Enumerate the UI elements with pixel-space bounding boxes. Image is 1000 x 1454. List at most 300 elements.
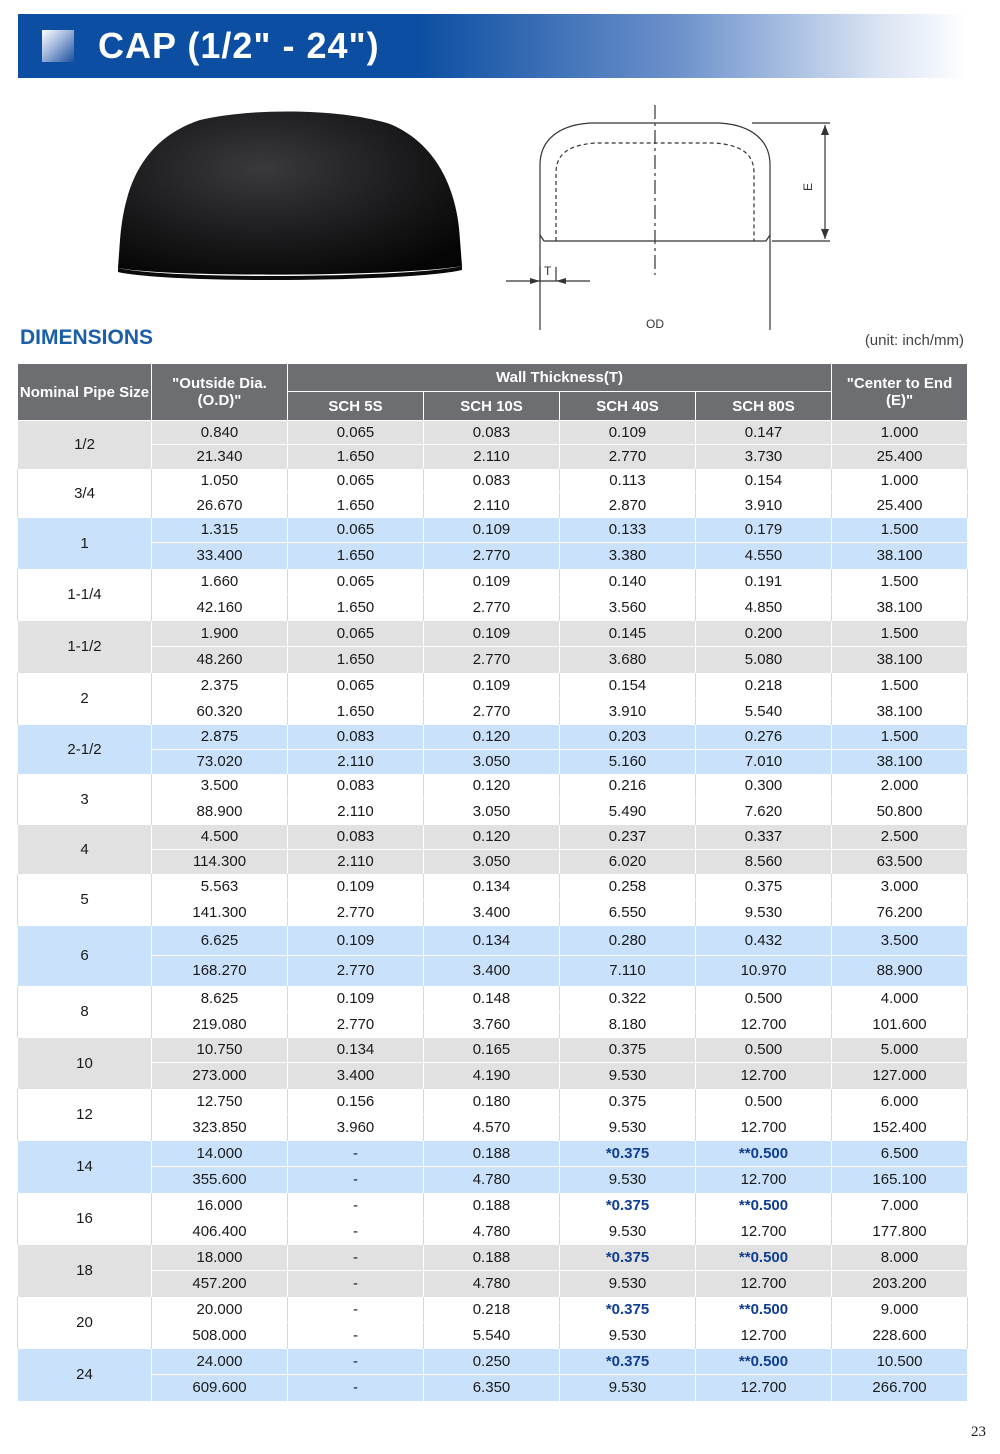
table-row bbox=[18, 518, 968, 543]
nominal-size-cell: 24 bbox=[18, 1349, 152, 1401]
table-cell: *0.375 bbox=[560, 1297, 696, 1323]
table-cell: 0.375 bbox=[696, 874, 832, 900]
table-cell: 0.179 bbox=[696, 518, 832, 543]
table-cell: 0.083 bbox=[288, 825, 424, 850]
table-cell: 10.970 bbox=[696, 956, 832, 986]
table-cell: 38.100 bbox=[832, 543, 968, 569]
table-cell: 152.400 bbox=[832, 1115, 968, 1141]
table-cell: 1.650 bbox=[288, 445, 424, 469]
e-dimension-label: E bbox=[801, 182, 815, 192]
od-dimension-label: OD bbox=[646, 317, 664, 331]
table-cell: **0.500 bbox=[696, 1245, 832, 1271]
table-cell: 4.550 bbox=[696, 543, 832, 569]
table-cell: 9.530 bbox=[560, 1063, 696, 1089]
table-cell: 12.700 bbox=[696, 1012, 832, 1038]
table-cell: 33.400 bbox=[152, 543, 288, 569]
table-row bbox=[18, 1349, 968, 1375]
table-cell: *0.375 bbox=[560, 1245, 696, 1271]
table-row bbox=[18, 725, 968, 750]
table-cell: 8.625 bbox=[152, 986, 288, 1012]
table-cell: 0.109 bbox=[288, 926, 424, 956]
table-cell: 228.600 bbox=[832, 1323, 968, 1349]
table-cell: **0.500 bbox=[696, 1193, 832, 1219]
table-cell: 609.600 bbox=[152, 1375, 288, 1401]
table-cell: 6.000 bbox=[832, 1089, 968, 1115]
nominal-size-cell: 5 bbox=[18, 874, 152, 926]
table-cell: 2.110 bbox=[424, 493, 560, 518]
table-cell: 0.203 bbox=[560, 725, 696, 750]
table-cell: 10.500 bbox=[832, 1349, 968, 1375]
table-cell: 63.500 bbox=[832, 850, 968, 874]
table-cell: 2.110 bbox=[288, 750, 424, 774]
table-cell: 12.700 bbox=[696, 1375, 832, 1401]
table-cell: 20.000 bbox=[152, 1297, 288, 1323]
table-row bbox=[18, 1089, 968, 1115]
table-row bbox=[18, 874, 968, 900]
nominal-size-cell: 4 bbox=[18, 825, 152, 874]
table-cell: 3.050 bbox=[424, 750, 560, 774]
cap-product-photo bbox=[110, 100, 470, 290]
header-sch-80s: SCH 80S bbox=[696, 392, 832, 421]
nominal-size-cell: 6 bbox=[18, 926, 152, 986]
table-cell: 9.530 bbox=[696, 900, 832, 926]
table-cell: 0.109 bbox=[288, 986, 424, 1012]
section-title: DIMENSIONS bbox=[20, 326, 154, 349]
table-row bbox=[18, 986, 968, 1012]
table-cell: 0.133 bbox=[560, 518, 696, 543]
table-cell: 114.300 bbox=[152, 850, 288, 874]
table-cell: 12.700 bbox=[696, 1219, 832, 1245]
table-cell: 1.000 bbox=[832, 421, 968, 445]
table-row bbox=[18, 595, 968, 621]
table-cell: 0.840 bbox=[152, 421, 288, 445]
table-row bbox=[18, 850, 968, 874]
table-cell: 2.110 bbox=[288, 850, 424, 874]
table-cell: 0.065 bbox=[288, 569, 424, 595]
table-row bbox=[18, 1323, 968, 1349]
table-row bbox=[18, 699, 968, 725]
table-cell: 0.156 bbox=[288, 1089, 424, 1115]
table-cell: *0.375 bbox=[560, 1193, 696, 1219]
table-cell: 76.200 bbox=[832, 900, 968, 926]
table-cell: 0.109 bbox=[288, 874, 424, 900]
table-cell: 1.000 bbox=[832, 469, 968, 493]
nominal-size-cell: 1-1/2 bbox=[18, 621, 152, 673]
banner-square-icon bbox=[42, 30, 74, 62]
table-cell: 0.188 bbox=[424, 1245, 560, 1271]
table-cell: 2.110 bbox=[424, 445, 560, 469]
table-cell: *0.375 bbox=[560, 1141, 696, 1167]
table-cell: 3.380 bbox=[560, 543, 696, 569]
table-cell: 0.147 bbox=[696, 421, 832, 445]
t-dimension-label: T bbox=[544, 264, 552, 278]
table-cell: 0.500 bbox=[696, 1038, 832, 1063]
table-cell: 2.870 bbox=[560, 493, 696, 518]
table-cell: 88.900 bbox=[832, 956, 968, 986]
table-cell: - bbox=[288, 1193, 424, 1219]
header-sch-5s: SCH 5S bbox=[288, 392, 424, 421]
table-cell: 0.200 bbox=[696, 621, 832, 647]
table-cell: 4.780 bbox=[424, 1271, 560, 1297]
table-cell: 2.770 bbox=[424, 699, 560, 725]
table-row bbox=[18, 1141, 968, 1167]
table-cell: 0.300 bbox=[696, 774, 832, 799]
nominal-size-cell: 3/4 bbox=[18, 469, 152, 518]
table-cell: 1.050 bbox=[152, 469, 288, 493]
table-cell: 8.000 bbox=[832, 1245, 968, 1271]
table-row bbox=[18, 1115, 968, 1141]
table-cell: 7.620 bbox=[696, 799, 832, 825]
table-cell: 0.120 bbox=[424, 825, 560, 850]
table-cell: 0.276 bbox=[696, 725, 832, 750]
table-row bbox=[18, 445, 968, 469]
table-cell: 2.770 bbox=[424, 647, 560, 673]
table-cell: 5.563 bbox=[152, 874, 288, 900]
table-cell: 0.065 bbox=[288, 518, 424, 543]
table-cell: - bbox=[288, 1271, 424, 1297]
table-cell: 0.120 bbox=[424, 725, 560, 750]
header-center-to-end: "Center to End (E)" bbox=[832, 364, 968, 421]
table-cell: 1.315 bbox=[152, 518, 288, 543]
table-cell: 18.000 bbox=[152, 1245, 288, 1271]
table-cell: 1.650 bbox=[288, 493, 424, 518]
table-row bbox=[18, 1063, 968, 1089]
table-cell: 0.218 bbox=[424, 1297, 560, 1323]
table-cell: 5.540 bbox=[424, 1323, 560, 1349]
table-cell: 0.065 bbox=[288, 469, 424, 493]
table-cell: - bbox=[288, 1219, 424, 1245]
table-cell: 0.065 bbox=[288, 421, 424, 445]
table-cell: 12.700 bbox=[696, 1115, 832, 1141]
table-cell: 73.020 bbox=[152, 750, 288, 774]
nominal-size-cell: 10 bbox=[18, 1038, 152, 1089]
table-row bbox=[18, 673, 968, 699]
table-cell: 177.800 bbox=[832, 1219, 968, 1245]
table-cell: 60.320 bbox=[152, 699, 288, 725]
cap-technical-drawing bbox=[500, 95, 840, 340]
table-cell: 0.188 bbox=[424, 1141, 560, 1167]
table-cell: 0.083 bbox=[424, 469, 560, 493]
table-cell: 12.700 bbox=[696, 1063, 832, 1089]
table-cell: 0.145 bbox=[560, 621, 696, 647]
table-cell: - bbox=[288, 1245, 424, 1271]
table-cell: - bbox=[288, 1297, 424, 1323]
table-cell: 8.560 bbox=[696, 850, 832, 874]
table-row bbox=[18, 900, 968, 926]
table-cell: 0.065 bbox=[288, 621, 424, 647]
header-sch-40s: SCH 40S bbox=[560, 392, 696, 421]
table-cell: 16.000 bbox=[152, 1193, 288, 1219]
table-row bbox=[18, 469, 968, 493]
table-cell: 0.113 bbox=[560, 469, 696, 493]
table-cell: 1.650 bbox=[288, 595, 424, 621]
table-cell: - bbox=[288, 1375, 424, 1401]
nominal-size-cell: 14 bbox=[18, 1141, 152, 1193]
table-cell: 9.530 bbox=[560, 1323, 696, 1349]
page-title: CAP (1/2" - 24") bbox=[98, 25, 380, 66]
table-cell: 0.154 bbox=[696, 469, 832, 493]
table-cell: 3.400 bbox=[424, 900, 560, 926]
table-cell: 0.134 bbox=[424, 874, 560, 900]
table-row bbox=[18, 569, 968, 595]
table-cell: 508.000 bbox=[152, 1323, 288, 1349]
table-cell: 2.110 bbox=[288, 799, 424, 825]
nominal-size-cell: 8 bbox=[18, 986, 152, 1038]
table-cell: 5.490 bbox=[560, 799, 696, 825]
table-cell: 168.270 bbox=[152, 956, 288, 986]
table-cell: 127.000 bbox=[832, 1063, 968, 1089]
table-cell: 0.250 bbox=[424, 1349, 560, 1375]
table-cell: 0.148 bbox=[424, 986, 560, 1012]
table-cell: 4.570 bbox=[424, 1115, 560, 1141]
table-cell: 38.100 bbox=[832, 595, 968, 621]
table-cell: 406.400 bbox=[152, 1219, 288, 1245]
table-cell: 48.260 bbox=[152, 647, 288, 673]
table-row bbox=[18, 1038, 968, 1063]
table-cell: 9.530 bbox=[560, 1375, 696, 1401]
table-cell: 2.770 bbox=[288, 956, 424, 986]
table-cell: 0.065 bbox=[288, 673, 424, 699]
table-cell: 88.900 bbox=[152, 799, 288, 825]
table-cell: 4.780 bbox=[424, 1219, 560, 1245]
table-row bbox=[18, 421, 968, 445]
nominal-size-cell: 3 bbox=[18, 774, 152, 825]
table-cell: 5.080 bbox=[696, 647, 832, 673]
table-cell: 3.000 bbox=[832, 874, 968, 900]
table-cell: 6.550 bbox=[560, 900, 696, 926]
table-cell: 4.190 bbox=[424, 1063, 560, 1089]
table-cell: 266.700 bbox=[832, 1375, 968, 1401]
table-cell: 0.154 bbox=[560, 673, 696, 699]
table-cell: 25.400 bbox=[832, 445, 968, 469]
table-cell: 3.050 bbox=[424, 850, 560, 874]
table-cell: 0.109 bbox=[424, 621, 560, 647]
table-cell: 2.770 bbox=[424, 543, 560, 569]
table-cell: - bbox=[288, 1167, 424, 1193]
nominal-size-cell: 2-1/2 bbox=[18, 725, 152, 774]
table-cell: 273.000 bbox=[152, 1063, 288, 1089]
table-cell: 1.660 bbox=[152, 569, 288, 595]
table-row bbox=[18, 1012, 968, 1038]
table-cell: 3.560 bbox=[560, 595, 696, 621]
table-cell: 3.910 bbox=[696, 493, 832, 518]
table-cell: 3.400 bbox=[424, 956, 560, 986]
table-cell: 1.500 bbox=[832, 569, 968, 595]
table-cell: 1.650 bbox=[288, 647, 424, 673]
table-cell: 14.000 bbox=[152, 1141, 288, 1167]
table-cell: 165.100 bbox=[832, 1167, 968, 1193]
table-cell: 0.109 bbox=[424, 673, 560, 699]
table-cell: 457.200 bbox=[152, 1271, 288, 1297]
table-cell: 0.191 bbox=[696, 569, 832, 595]
table-cell: 0.237 bbox=[560, 825, 696, 850]
table-row bbox=[18, 750, 968, 774]
table-cell: **0.500 bbox=[696, 1297, 832, 1323]
table-cell: 0.083 bbox=[288, 774, 424, 799]
table-cell: 26.670 bbox=[152, 493, 288, 518]
table-cell: 219.080 bbox=[152, 1012, 288, 1038]
table-cell: 3.760 bbox=[424, 1012, 560, 1038]
header-wall-thickness: Wall Thickness(T) bbox=[288, 364, 832, 392]
table-cell: 0.134 bbox=[424, 926, 560, 956]
table-cell: 1.500 bbox=[832, 725, 968, 750]
table-cell: 3.400 bbox=[288, 1063, 424, 1089]
header-nominal: Nominal Pipe Size bbox=[18, 364, 152, 421]
table-row bbox=[18, 1219, 968, 1245]
table-cell: 12.700 bbox=[696, 1323, 832, 1349]
table-cell: 8.180 bbox=[560, 1012, 696, 1038]
table-cell: 12.700 bbox=[696, 1167, 832, 1193]
table-row bbox=[18, 1375, 968, 1401]
table-cell: 0.280 bbox=[560, 926, 696, 956]
table-row bbox=[18, 1271, 968, 1297]
table-cell: 3.680 bbox=[560, 647, 696, 673]
table-cell: 0.375 bbox=[560, 1038, 696, 1063]
table-cell: 12.700 bbox=[696, 1271, 832, 1297]
header-od: "Outside Dia. (O.D)" bbox=[152, 364, 288, 421]
table-cell: 24.000 bbox=[152, 1349, 288, 1375]
table-cell: 9.000 bbox=[832, 1297, 968, 1323]
table-cell: 3.730 bbox=[696, 445, 832, 469]
table-cell: 1.900 bbox=[152, 621, 288, 647]
table-cell: 0.083 bbox=[424, 421, 560, 445]
table-cell: 6.350 bbox=[424, 1375, 560, 1401]
table-row bbox=[18, 1245, 968, 1271]
table-cell: 0.109 bbox=[424, 569, 560, 595]
table-row bbox=[18, 1167, 968, 1193]
table-cell: 0.500 bbox=[696, 1089, 832, 1115]
table-cell: 2.375 bbox=[152, 673, 288, 699]
table-cell: 0.165 bbox=[424, 1038, 560, 1063]
table-cell: 2.770 bbox=[288, 900, 424, 926]
table-cell: 4.000 bbox=[832, 986, 968, 1012]
table-row bbox=[18, 825, 968, 850]
title-banner bbox=[18, 14, 968, 78]
table-cell: 1.650 bbox=[288, 699, 424, 725]
table-row bbox=[18, 774, 968, 799]
table-row bbox=[18, 956, 968, 986]
table-cell: 42.160 bbox=[152, 595, 288, 621]
table-cell: 5.000 bbox=[832, 1038, 968, 1063]
table-cell: 0.180 bbox=[424, 1089, 560, 1115]
table-cell: 5.540 bbox=[696, 699, 832, 725]
table-cell: 0.500 bbox=[696, 986, 832, 1012]
table-row bbox=[18, 647, 968, 673]
table-cell: 0.322 bbox=[560, 986, 696, 1012]
table-cell: 6.500 bbox=[832, 1141, 968, 1167]
table-row bbox=[18, 1193, 968, 1219]
table-cell: 9.530 bbox=[560, 1115, 696, 1141]
table-cell: 12.750 bbox=[152, 1089, 288, 1115]
table-cell: 9.530 bbox=[560, 1271, 696, 1297]
nominal-size-cell: 20 bbox=[18, 1297, 152, 1349]
table-cell: 0.216 bbox=[560, 774, 696, 799]
table-row bbox=[18, 799, 968, 825]
table-cell: 355.600 bbox=[152, 1167, 288, 1193]
table-cell: 4.780 bbox=[424, 1167, 560, 1193]
table-row bbox=[18, 621, 968, 647]
table-cell: 0.218 bbox=[696, 673, 832, 699]
table-cell: 3.910 bbox=[560, 699, 696, 725]
table-cell: 1.500 bbox=[832, 518, 968, 543]
table-row bbox=[18, 1297, 968, 1323]
table-cell: 2.770 bbox=[288, 1012, 424, 1038]
table-cell: 0.120 bbox=[424, 774, 560, 799]
table-cell: 9.530 bbox=[560, 1167, 696, 1193]
table-cell: 0.140 bbox=[560, 569, 696, 595]
table-cell: 2.875 bbox=[152, 725, 288, 750]
table-cell: 38.100 bbox=[832, 647, 968, 673]
table-cell: *0.375 bbox=[560, 1349, 696, 1375]
table-cell: 7.000 bbox=[832, 1193, 968, 1219]
table-cell: 1.650 bbox=[288, 543, 424, 569]
table-cell: 4.850 bbox=[696, 595, 832, 621]
header-sch-10s: SCH 10S bbox=[424, 392, 560, 421]
table-cell: 10.750 bbox=[152, 1038, 288, 1063]
table-cell: 2.500 bbox=[832, 825, 968, 850]
table-cell: 50.800 bbox=[832, 799, 968, 825]
unit-note: (unit: inch/mm) bbox=[864, 332, 964, 349]
table-cell: 0.337 bbox=[696, 825, 832, 850]
page-number: 23 bbox=[971, 1424, 986, 1440]
table-cell: 0.375 bbox=[560, 1089, 696, 1115]
table-row bbox=[18, 926, 968, 956]
table-cell: 0.188 bbox=[424, 1193, 560, 1219]
table-cell: 38.100 bbox=[832, 750, 968, 774]
table-cell: 3.500 bbox=[832, 926, 968, 956]
nominal-size-cell: 2 bbox=[18, 673, 152, 725]
table-cell: 3.960 bbox=[288, 1115, 424, 1141]
table-cell: 0.432 bbox=[696, 926, 832, 956]
table-cell: 6.625 bbox=[152, 926, 288, 956]
table-cell: 101.600 bbox=[832, 1012, 968, 1038]
table-cell: 1.500 bbox=[832, 621, 968, 647]
table-cell: 6.020 bbox=[560, 850, 696, 874]
table-cell: 21.340 bbox=[152, 445, 288, 469]
table-cell: 2.770 bbox=[424, 595, 560, 621]
table-cell: - bbox=[288, 1141, 424, 1167]
table-cell: 7.110 bbox=[560, 956, 696, 986]
table-cell: 7.010 bbox=[696, 750, 832, 774]
nominal-size-cell: 1/2 bbox=[18, 421, 152, 469]
nominal-size-cell: 16 bbox=[18, 1193, 152, 1245]
table-cell: 3.050 bbox=[424, 799, 560, 825]
table-cell: 0.258 bbox=[560, 874, 696, 900]
nominal-size-cell: 12 bbox=[18, 1089, 152, 1141]
table-cell: - bbox=[288, 1349, 424, 1375]
table-cell: 0.109 bbox=[560, 421, 696, 445]
table-cell: 25.400 bbox=[832, 493, 968, 518]
nominal-size-cell: 1 bbox=[18, 518, 152, 569]
table-cell: - bbox=[288, 1323, 424, 1349]
table-cell: 0.109 bbox=[424, 518, 560, 543]
table-cell: 0.134 bbox=[288, 1038, 424, 1063]
nominal-size-cell: 1-1/4 bbox=[18, 569, 152, 621]
table-cell: 38.100 bbox=[832, 699, 968, 725]
table-cell: 2.770 bbox=[560, 445, 696, 469]
table-row bbox=[18, 543, 968, 569]
table-cell: 2.000 bbox=[832, 774, 968, 799]
table-row bbox=[18, 493, 968, 518]
table-cell: 3.500 bbox=[152, 774, 288, 799]
table-cell: 1.500 bbox=[832, 673, 968, 699]
table-cell: 141.300 bbox=[152, 900, 288, 926]
table-cell: 0.083 bbox=[288, 725, 424, 750]
table-cell: 323.850 bbox=[152, 1115, 288, 1141]
table-cell: **0.500 bbox=[696, 1349, 832, 1375]
table-cell: 9.530 bbox=[560, 1219, 696, 1245]
table-cell: 203.200 bbox=[832, 1271, 968, 1297]
